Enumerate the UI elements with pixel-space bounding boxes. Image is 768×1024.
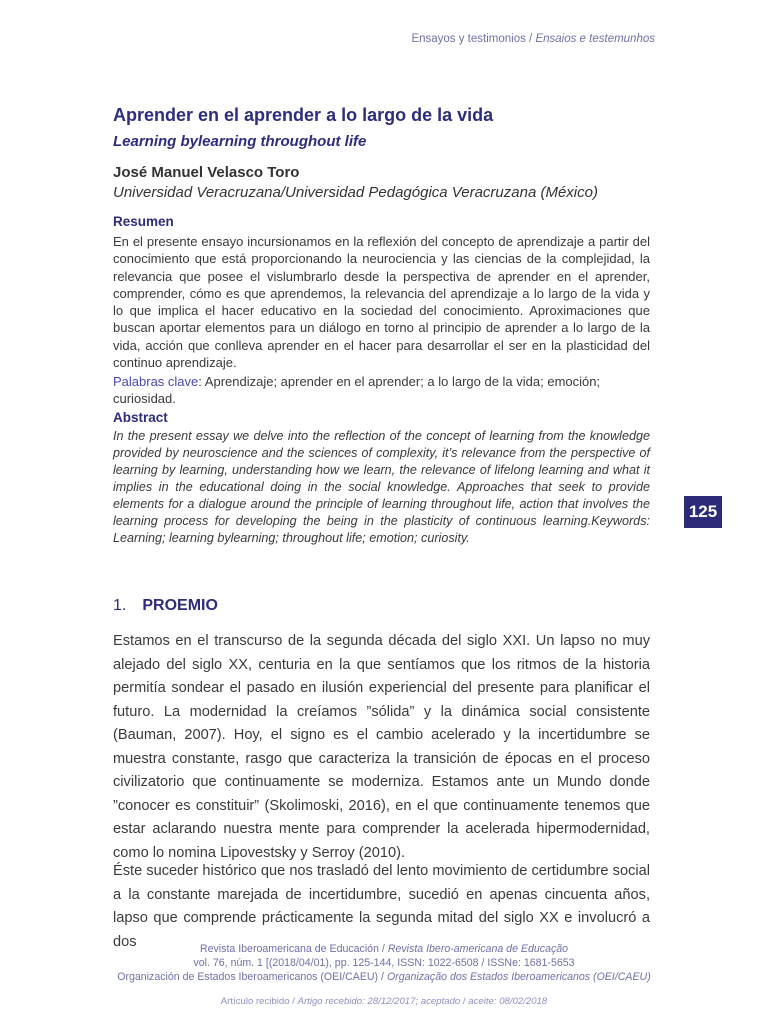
section-label-es: Ensayos y testimonios xyxy=(411,33,526,45)
journal-name-pt: Revista Ibero-americana de Educação xyxy=(387,943,569,955)
footer-separator: / xyxy=(378,971,387,983)
accepted-pt: aceite: 08/02/2018 xyxy=(468,996,548,1007)
running-header xyxy=(411,33,655,45)
footer-journal xyxy=(0,943,768,955)
footer-organization xyxy=(0,971,768,983)
page-number: 125 xyxy=(688,502,718,521)
author-affiliation: Universidad Veracruzana/Universidad Pedagógica Veracruzana (México) xyxy=(113,184,598,201)
header-separator: / xyxy=(525,33,536,45)
article-title-es: Aprender en el aprender a lo largo de la vida xyxy=(113,105,494,125)
resumen-heading: Resumen xyxy=(113,214,174,229)
footer-citation: vol. 76, núm. 1 [(2018/04/01), pp. 125-144, ISSN: 1022-6508 / ISSNe: 1681-5653 xyxy=(193,957,575,969)
section-label-pt: Ensaios e testemunhos xyxy=(535,33,655,45)
journal-name-es: Revista Iberoamericana de Educación xyxy=(199,943,379,955)
section-title: PROEMIO xyxy=(142,597,218,614)
author-name: José Manuel Velasco Toro xyxy=(113,164,300,181)
article-title-en: Learning bylearning throughout life xyxy=(113,133,367,150)
received-es: Artículo recibido xyxy=(220,996,290,1007)
keywords-line xyxy=(113,373,650,407)
org-name-es: Organización de Estados Iberoamericanos (OEI/CAEU) xyxy=(117,971,379,983)
body-paragraph-1: Estamos en el transcurso de la segunda década del siglo XXI. Un lapso no muy alejado del siglo XX, centuria en la que sentíamos que los ritmos de la historia permitía sondear el pasado en ilusión experiencial del presente para planificar el futuro. La modernidad la creíamos ”sólida” y la dinámica social consistente (Bauman, 2007). Hoy, el signo es el cambio acelerado y la incertidumbre se muestra constante, rasgo que caracteriza la transición de épocas en el proceso civilizatorio que continuamente se moderniza. Estamos ante un Mundo donde ”conocer es constituir” (Skolimoski, 2016), en el que continuamente tenemos que estar aclarando nuestra mente para comprender la acelerada hipermodernidad, como lo nomina Lipovestsky y Serroy (2010). xyxy=(113,633,650,861)
keywords-text: : Aprendizaje; aprender en el aprender; a lo largo de la vida; emoción; curiosidad. xyxy=(113,374,601,406)
resumen-body: En el presente ensayo incursionamos en la reflexión del concepto de aprendizaje a partir del conocimiento que está proporcionando la neurociencia y las ciencias de la complejidad, la relevancia que posee el vislumbrarlo desde la perspectiva de aprender en el aprender, comprender, cómo es que aprendemos, la relevancia del aprendizaje a lo largo de la vida y lo que implica el hacer educativo en la sociedad del conocimiento. Aproximaciones que buscan aportar elementos para un diálogo en torno al principio de aprender a lo largo de la vida, acción que conlleva aprender en el hacer para desarrollar el ser en la plasticidad del continuo aprendizaje. xyxy=(113,234,650,371)
keywords-label: Palabras clave xyxy=(113,374,199,389)
footer-separator: / xyxy=(289,996,298,1007)
footer-separator: / xyxy=(378,943,388,955)
abstract-heading: Abstract xyxy=(113,410,168,425)
abstract-body: In the present essay we delve into the reflection of the concept of learning from the knowledge provided by neuroscience and the sciences of complexity, it’s relevance from the perspective of learning by learning, understanding how we learn, the relevance of lifelong learning and what it implies in the educational doing in the social knowledge. Approaches that seek to provide elements for a dialogue around the principle of learning throughout life, action that involves the learning process for developing the being in the plasticity of continuous learning.Keywords: Learning; learning bylearning; throughout life; emotion; curiosity. xyxy=(113,429,650,545)
section-heading xyxy=(113,597,650,615)
footer-dates xyxy=(0,996,768,1007)
page-number-tab xyxy=(684,496,722,528)
body-paragraph-2: Éste suceder histórico que nos trasladó del lento movimiento de certidumbre social a la constante marejada de incertidumbre, sucedió en apenas cincuenta años, lapso que comprende prácticamente la segunda mitad del siglo XX e involucró a dos xyxy=(113,863,650,950)
footer-separator: / xyxy=(460,996,469,1007)
received-pt: Artigo recebido: 28/12/2017; aceptado xyxy=(297,996,461,1007)
org-name-pt: Organização dos Estados Iberoamericanos (OEI/CAEU) xyxy=(386,971,651,983)
section-number: 1. xyxy=(113,597,127,614)
